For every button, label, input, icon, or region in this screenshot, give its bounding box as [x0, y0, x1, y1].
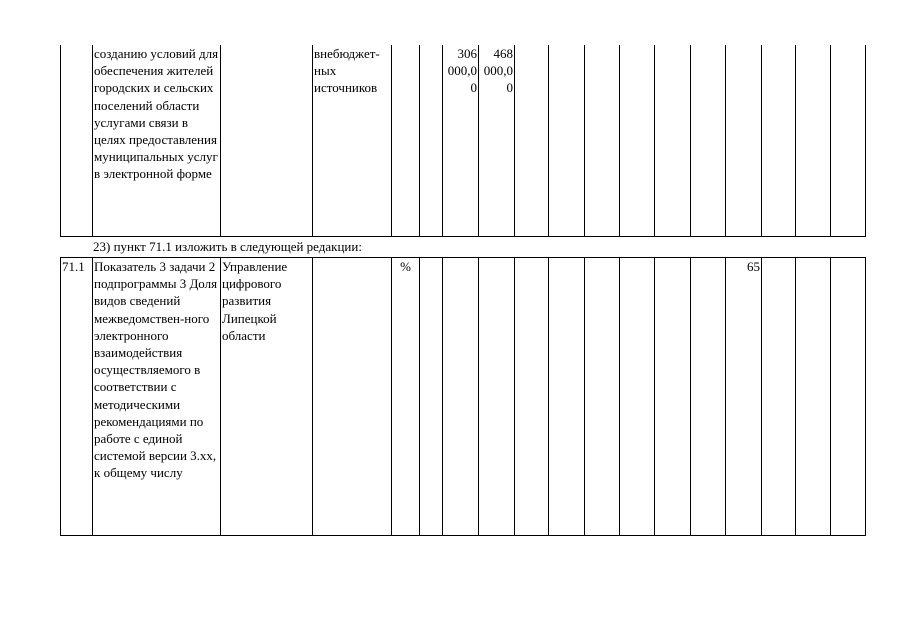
- cell-value-2024: 65: [726, 258, 762, 536]
- program-table-item-71-1: [60, 257, 866, 536]
- cell-empty: [479, 258, 515, 536]
- cell-empty: [515, 258, 549, 536]
- cell-empty: [549, 258, 585, 536]
- cell-empty: [762, 258, 796, 536]
- cell-value-2020: 468 000,0 0: [479, 45, 515, 236]
- cell-empty: [549, 45, 585, 236]
- cell-value-2019: 306 000,0 0: [443, 45, 479, 236]
- cell-empty: [515, 45, 549, 236]
- cell-empty: [691, 45, 726, 236]
- cell-empty: [762, 45, 796, 236]
- cell-number: [61, 45, 93, 236]
- cell-empty: [620, 45, 655, 236]
- cell-executor: [221, 45, 313, 236]
- cell-indicator-name: созданию условий для обеспечения жителей городских и сельских поселений области услугами связи в целях предоставления муниципальных услуг в электронной форме: [93, 45, 221, 236]
- cell-funding-source: [313, 258, 392, 536]
- cell-empty: [691, 258, 726, 536]
- cell-empty: [655, 258, 691, 536]
- cell-empty: [585, 45, 620, 236]
- cell-empty: [443, 258, 479, 536]
- cell-empty: [831, 45, 866, 236]
- cell-indicator-name: Показатель 3 задачи 2 подпрограммы 3 Доля видов сведений межведомствен-ного электронного взаимодействия осуществляемого в соответствии с методическими рекомендациями по работе с единой системой версии 3.хх, к общему числу: [93, 258, 221, 536]
- cell-empty: [420, 45, 443, 236]
- cell-unit: [392, 45, 420, 236]
- cell-empty: [620, 258, 655, 536]
- cell-empty: [796, 45, 831, 236]
- cell-unit: %: [392, 258, 420, 536]
- cell-empty: [726, 45, 762, 236]
- cell-empty: [420, 258, 443, 536]
- amendment-text: 23) пункт 71.1 изложить в следующей редакции:: [93, 239, 362, 254]
- program-table-continuation: [60, 45, 866, 237]
- cell-number: 71.1: [61, 258, 93, 536]
- cell-executor: Управление цифрового развития Липецкой области: [221, 258, 313, 536]
- cell-empty: [796, 258, 831, 536]
- cell-empty: [655, 45, 691, 236]
- cell-empty: [585, 258, 620, 536]
- cell-empty: [831, 258, 866, 536]
- cell-funding-source: внебюджет-ных источников: [313, 45, 392, 236]
